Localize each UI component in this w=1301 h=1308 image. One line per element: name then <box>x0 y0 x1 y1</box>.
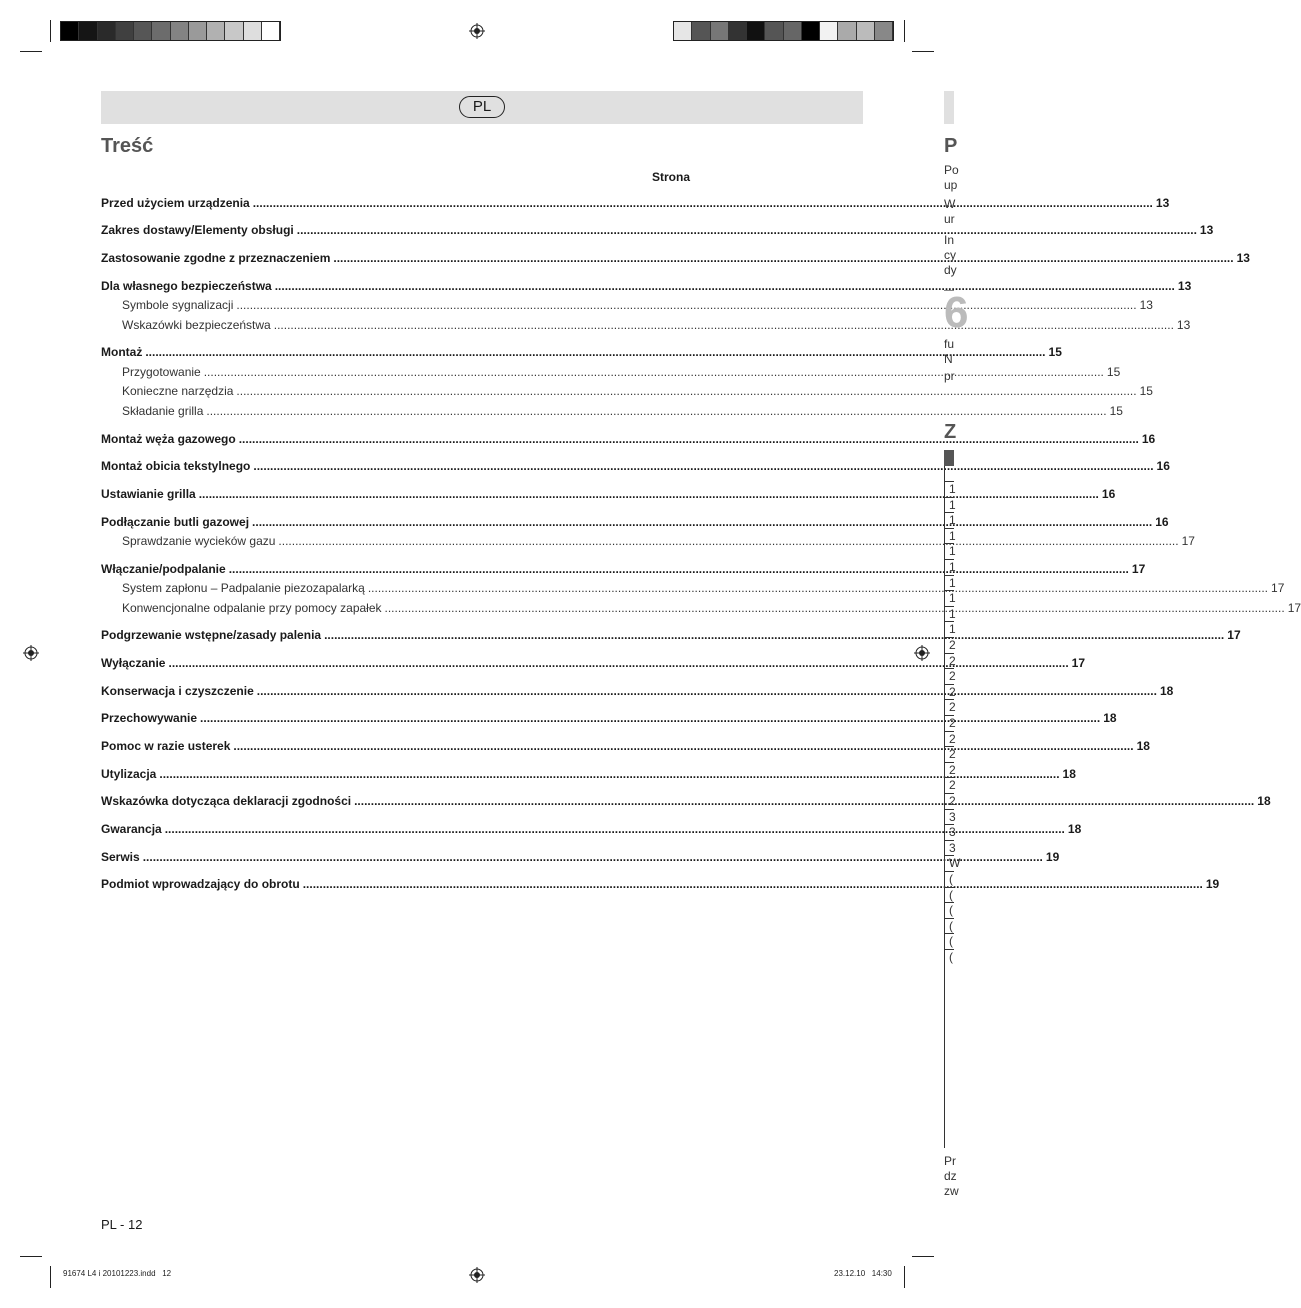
next-page-table-cell: 1 <box>949 560 956 574</box>
toc-entry-page: 18 <box>1136 739 1150 753</box>
toc-entry[interactable] <box>122 534 1195 549</box>
toc-entry[interactable] <box>101 628 1241 643</box>
next-page-table-cell: ( <box>949 934 953 948</box>
toc-leader-dots <box>385 601 1285 616</box>
toc-entry[interactable] <box>101 459 1170 474</box>
next-page-text-fragment: pr <box>944 369 955 383</box>
toc-entry-page: 17 <box>1131 562 1146 576</box>
toc-entry-page: 18 <box>1062 767 1076 781</box>
color-swatch <box>838 22 856 40</box>
color-swatch <box>692 22 710 40</box>
next-page-table-cell: 1 <box>949 576 956 590</box>
toc-entry-page: 17 <box>1181 534 1195 548</box>
crop-mark <box>50 20 51 42</box>
color-swatch <box>857 22 875 40</box>
color-swatch <box>98 22 116 40</box>
color-swatch <box>152 22 170 40</box>
toc-entry-page: 16 <box>1141 432 1156 446</box>
color-swatch <box>134 22 152 40</box>
toc-entry[interactable] <box>101 562 1146 577</box>
toc-entry-label: Gwarancja <box>101 822 162 836</box>
color-swatch <box>784 22 802 40</box>
toc-entry-page: 18 <box>1103 711 1117 725</box>
toc-entry-label: Montaż obicia tekstylnego <box>101 459 251 473</box>
toc-entry-label: Wyłączanie <box>101 656 166 670</box>
color-swatch <box>711 22 729 40</box>
next-page-table-cell: 2 <box>949 700 956 714</box>
next-page-table-cell: 1 <box>949 513 956 527</box>
crop-mark <box>20 51 42 52</box>
color-swatch <box>747 22 765 40</box>
toc-entry[interactable] <box>101 515 1169 530</box>
toc-leader-dots <box>252 515 1152 530</box>
color-swatch <box>116 22 134 40</box>
next-page-text-fragment: N <box>944 352 953 366</box>
color-swatch <box>729 22 747 40</box>
toc-leader-dots <box>354 794 1254 809</box>
toc-entry[interactable] <box>122 384 1153 399</box>
toc-entry-page: 15 <box>1106 365 1121 379</box>
next-page-text-fragment: In <box>944 233 955 247</box>
toc-entry-page: 13 <box>1236 251 1250 265</box>
next-page-text-fragment: Pr <box>944 1154 956 1168</box>
toc-entry[interactable] <box>122 298 1153 313</box>
next-page-table-cell: ( <box>949 872 953 886</box>
toc-entry[interactable] <box>101 432 1156 447</box>
next-page-big-glyph: 6 <box>944 288 969 337</box>
language-badge: PL <box>459 96 505 118</box>
next-page-table-cell: 3 <box>949 825 956 839</box>
toc-leader-dots <box>229 562 1129 577</box>
toc-entry-label: System zapłonu – Padpalanie piezozapalarką <box>122 581 365 595</box>
toc-entry[interactable] <box>122 365 1121 380</box>
toc-entry-page: 16 <box>1155 515 1169 529</box>
toc-entry-label: Konserwacja i czyszczenie <box>101 684 254 698</box>
toc-entry-label: Symbole sygnalizacji <box>122 298 234 312</box>
toc-entry-page: 17 <box>1227 628 1241 642</box>
next-page-table-cell: 1 <box>949 482 956 496</box>
toc-entry-label: Przechowywanie <box>101 711 198 725</box>
toc-entry-label: Konieczne narzędzia <box>122 384 234 398</box>
next-page-table-cell: 2 <box>949 716 956 730</box>
toc-entry-page: 18 <box>1159 684 1174 698</box>
next-page-text-fragment: zw <box>944 1184 959 1198</box>
color-swatch <box>820 22 838 40</box>
toc-entry[interactable] <box>101 767 1076 782</box>
toc-entry-page: 13 <box>1176 318 1191 332</box>
toc-leader-dots <box>159 767 1059 782</box>
toc-entry-label: Serwis <box>101 850 140 864</box>
toc-leader-dots <box>278 534 1178 549</box>
toc-entry[interactable] <box>101 487 1116 502</box>
toc-entry[interactable] <box>101 656 1086 671</box>
toc-leader-dots <box>239 432 1139 447</box>
toc-entry[interactable] <box>101 877 1220 892</box>
toc-entry-label: Montaż <box>101 345 143 359</box>
next-page-text-fragment: ur <box>944 212 955 226</box>
toc-entry-label: Składanie grilla <box>122 404 204 418</box>
crop-mark <box>904 1266 905 1288</box>
next-page-table-cell: 1 <box>949 498 956 512</box>
toc-entry[interactable] <box>101 711 1117 726</box>
color-swatch <box>765 22 783 40</box>
toc-entry-label: Utylizacja <box>101 767 157 781</box>
toc-leader-dots <box>324 628 1224 643</box>
toc-leader-dots <box>257 684 1157 699</box>
next-page-table-cell: 2 <box>949 778 956 792</box>
color-swatch <box>244 22 262 40</box>
toc-leader-dots <box>204 365 1104 380</box>
toc-leader-dots <box>165 822 1065 837</box>
next-page-table-cell: 1 <box>949 607 956 621</box>
toc-entry-page: 13 <box>1155 196 1170 210</box>
toc-leader-dots <box>368 581 1268 596</box>
color-swatch <box>61 22 79 40</box>
toc-entry-label: Zakres dostawy/Elementy obsługi <box>101 223 294 237</box>
toc-entry-page: 17 <box>1071 656 1086 670</box>
color-bar-right <box>673 21 894 41</box>
crop-mark <box>904 20 905 42</box>
toc-entry-label: Włączanie/podpalanie <box>101 562 226 576</box>
next-page-table-header <box>944 450 954 466</box>
color-swatch <box>674 22 692 40</box>
toc-entry[interactable] <box>101 850 1060 865</box>
next-page-table-cell: 2 <box>949 732 956 746</box>
toc-entry-page: 18 <box>1257 794 1271 808</box>
next-page-table-cell: 2 <box>949 654 956 668</box>
color-swatch <box>79 22 97 40</box>
next-page-text-fragment: up <box>944 178 958 192</box>
next-page-text-fragment: fu <box>944 337 955 351</box>
toc-entry[interactable] <box>101 684 1174 699</box>
next-page-table-cell: 2 <box>949 669 956 683</box>
toc-leader-dots <box>236 298 1136 313</box>
toc-entry[interactable] <box>101 739 1150 754</box>
next-page-table-cell: 2 <box>949 685 956 699</box>
toc-entry[interactable] <box>101 345 1062 360</box>
toc-entry-label: Wskazówka dotycząca deklaracji zgodności <box>101 794 352 808</box>
next-page-table-cell: 1 <box>949 544 956 558</box>
next-page-table-cell: W <box>949 856 961 870</box>
toc-leader-dots <box>236 384 1136 399</box>
toc-entry-label: Dla własnego bezpieczeństwa <box>101 279 272 293</box>
toc-leader-dots <box>200 711 1100 726</box>
toc-leader-dots <box>274 318 1174 333</box>
color-swatch <box>189 22 207 40</box>
toc-entry[interactable] <box>101 279 1192 294</box>
color-swatch <box>802 22 820 40</box>
toc-entry-label: Sprawdzanie wycieków gazu <box>122 534 276 548</box>
next-page-table-cell: ( <box>949 888 953 902</box>
toc-entry[interactable] <box>101 822 1082 837</box>
next-page-table-cell: 1 <box>949 622 956 636</box>
toc-entry-page: 13 <box>1139 298 1153 312</box>
color-swatch <box>207 22 225 40</box>
toc-leader-dots <box>143 850 1043 865</box>
next-page-table-cell: 1 <box>949 591 956 605</box>
header-strip-next-page <box>944 91 954 124</box>
page-title: Treść <box>101 135 154 157</box>
toc-entry-label: Podgrzewanie wstępne/zasady palenia <box>101 628 322 642</box>
toc-entry-page: 17 <box>1271 581 1285 595</box>
next-page-table-cell: ( <box>949 950 953 964</box>
toc-leader-dots <box>233 739 1133 754</box>
registration-mark-icon <box>23 645 39 661</box>
toc-entry[interactable] <box>122 581 1285 596</box>
toc-entry[interactable] <box>101 794 1271 809</box>
toc-entry-page: 18 <box>1067 822 1082 836</box>
toc-leader-dots <box>199 487 1099 502</box>
next-page-table-cell: 3 <box>949 810 956 824</box>
toc-leader-dots <box>297 223 1197 238</box>
next-page-table-cell: ( <box>949 903 953 917</box>
toc-entry-page: 16 <box>1101 487 1116 501</box>
toc-entry-page: 17 <box>1287 601 1301 615</box>
slug-right: 23.12.10 14:30 <box>834 1269 892 1278</box>
toc-entry-page: 13 <box>1199 223 1214 237</box>
next-page-text-fragment: Po <box>944 163 959 177</box>
toc-entry-page: 13 <box>1177 279 1192 293</box>
toc-entry-page: 15 <box>1048 345 1062 359</box>
next-page-text-fragment: W <box>944 197 956 211</box>
toc-entry-label: Konwencjonalne odpalanie przy pomocy zapałek <box>122 601 382 615</box>
toc-leader-dots <box>253 196 1153 211</box>
toc-leader-dots <box>333 251 1233 266</box>
next-page-table-cell: 3 <box>949 841 956 855</box>
toc-leader-dots <box>303 877 1203 892</box>
toc-entry-page: 15 <box>1109 404 1123 418</box>
color-swatch <box>225 22 243 40</box>
page-number: PL - 12 <box>101 1217 143 1232</box>
next-page-text-fragment: P <box>944 135 958 157</box>
toc-leader-dots <box>168 656 1068 671</box>
toc-entry-label: Pomoc w razie usterek <box>101 739 231 753</box>
toc-entry-label: Podłączanie butli gazowej <box>101 515 250 529</box>
page-column-header: Strona <box>651 170 690 184</box>
toc-entry-label: Montaż węża gazowego <box>101 432 236 446</box>
slug-left: 91674 L4 i 20101223.indd 12 <box>63 1269 172 1278</box>
crop-mark <box>912 1256 934 1257</box>
toc-entry[interactable] <box>122 601 1301 616</box>
next-page-table-cell: 2 <box>949 794 956 808</box>
crop-mark <box>20 1256 42 1257</box>
toc-entry-label: Podmiot wprowadzający do obrotu <box>101 877 300 891</box>
color-swatch <box>875 22 893 40</box>
toc-leader-dots <box>275 279 1175 294</box>
color-swatch <box>171 22 189 40</box>
toc-entry-label: Przygotowanie <box>122 365 201 379</box>
toc-entry-page: 15 <box>1139 384 1153 398</box>
toc-entry-page: 16 <box>1156 459 1170 473</box>
next-page-table-cell: 2 <box>949 763 956 777</box>
next-page-text-fragment: dz <box>944 1169 957 1183</box>
registration-mark-icon <box>469 23 485 39</box>
toc-leader-dots <box>253 459 1153 474</box>
toc-entry-page: 19 <box>1205 877 1220 891</box>
color-bar-left <box>60 21 281 41</box>
color-swatch <box>262 22 280 40</box>
next-page-table-cell: 2 <box>949 638 956 652</box>
toc-entry[interactable] <box>101 223 1214 238</box>
next-page-text-fragment: cy <box>944 248 956 262</box>
toc-entry[interactable] <box>122 404 1123 419</box>
toc-leader-dots <box>145 345 1045 360</box>
next-page-table-cell: 1 <box>949 529 956 543</box>
crop-mark <box>912 51 934 52</box>
next-page-table-cell: ( <box>949 919 953 933</box>
next-page-text-fragment: Z <box>944 421 957 443</box>
toc-entry-label: Wskazówki bezpieczeństwa <box>122 318 271 332</box>
toc-entry[interactable] <box>122 318 1191 333</box>
toc-entry-label: Ustawianie grilla <box>101 487 196 501</box>
toc-entry[interactable] <box>101 196 1170 211</box>
toc-entry-label: Przed użyciem urządzenia <box>101 196 250 210</box>
next-page-text-fragment: dy <box>944 263 957 277</box>
crop-mark <box>50 1266 51 1288</box>
toc-entry-page: 19 <box>1045 850 1060 864</box>
next-page-table-cell: 2 <box>949 747 956 761</box>
toc-entry-label: Zastosowanie zgodne z przeznaczeniem <box>101 251 331 265</box>
toc-leader-dots <box>206 404 1106 419</box>
registration-mark-icon <box>469 1267 485 1283</box>
